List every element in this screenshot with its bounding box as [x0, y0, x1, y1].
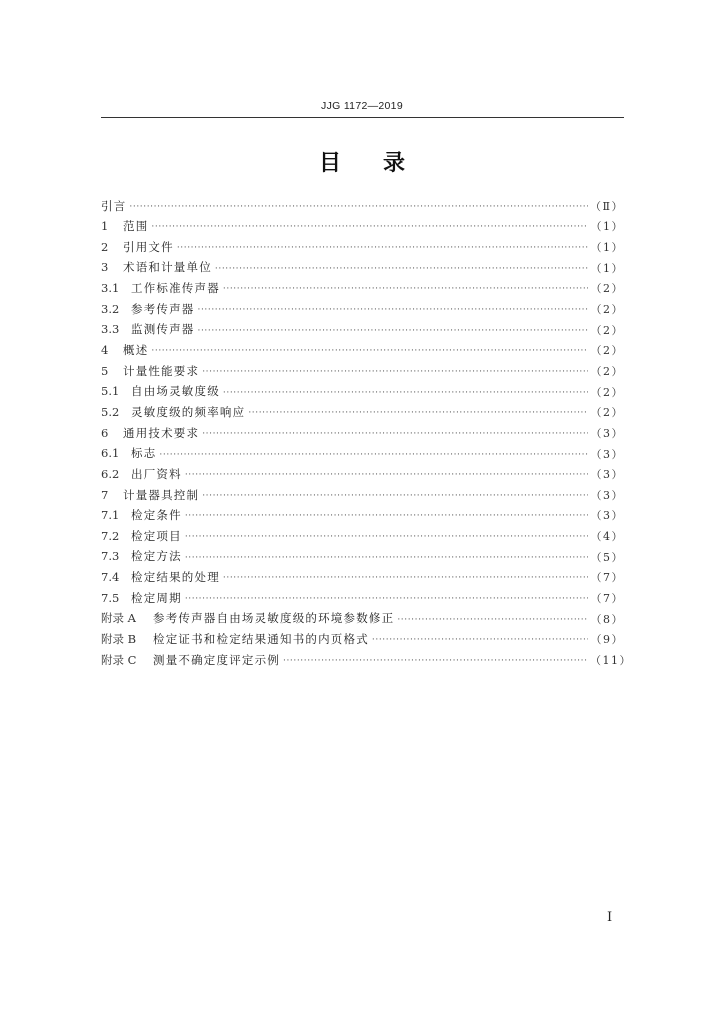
- toc-entry-7[interactable]: [101, 485, 624, 506]
- toc-entry-number: 4: [101, 343, 109, 358]
- page-number: I: [607, 910, 613, 925]
- toc-entry-number: 7.1: [101, 508, 120, 523]
- toc-entry-number: 3.2: [101, 301, 120, 316]
- toc-entry-page: （1）: [590, 220, 624, 234]
- toc-entry-page: （3）: [590, 426, 624, 440]
- toc-entry-label: 检定方法: [131, 549, 182, 564]
- toc-leader-dots: [283, 657, 588, 666]
- toc-entry-label: 检定结果的处理: [131, 570, 220, 585]
- toc-entry-7-4[interactable]: [101, 568, 624, 589]
- toc-entry-label: 出厂资料: [131, 466, 182, 481]
- toc-entry-7-2[interactable]: [101, 526, 624, 547]
- toc-entry-page: （2）: [590, 282, 624, 296]
- toc-entry-label: 监测传声器: [131, 322, 195, 337]
- toc-entry-label: 术语和计量单位: [123, 260, 212, 275]
- toc-entry-page: （Ⅱ）: [590, 199, 624, 213]
- toc-entry-number: 附录 B: [101, 632, 137, 647]
- toc-entry-number: 3.1: [101, 281, 120, 296]
- toc-title-char-1: 目: [318, 151, 341, 176]
- toc-entry-appendix-c[interactable]: [101, 650, 632, 671]
- toc-entry-7-3[interactable]: [101, 547, 624, 568]
- toc-entry-3[interactable]: [101, 258, 624, 279]
- toc-entry-number: 附录 C: [101, 652, 137, 667]
- toc-entry-page: （2）: [590, 385, 624, 399]
- toc-leader-dots: [372, 636, 588, 645]
- toc-entry-3-3[interactable]: [101, 320, 624, 341]
- toc-entry-7-1[interactable]: [101, 506, 624, 527]
- toc-entry-page: （8）: [590, 612, 624, 626]
- toc-entry-page: （3）: [590, 488, 624, 502]
- toc-entry-page: （9）: [590, 633, 624, 647]
- toc-entry-6-1[interactable]: [101, 444, 624, 465]
- header-rule: [101, 117, 624, 118]
- toc-entry-7-5[interactable]: [101, 588, 624, 609]
- toc-leader-dots: [185, 471, 588, 480]
- toc-entry-1[interactable]: [101, 217, 624, 238]
- toc-entry-page: （5）: [590, 550, 624, 564]
- toc-entry-number: 5: [101, 363, 109, 378]
- toc-entry-page: （3）: [590, 509, 624, 523]
- toc-entry-label: 引言: [101, 198, 127, 213]
- toc-entry-page: （7）: [590, 571, 624, 585]
- toc-entry-page: （2）: [590, 323, 624, 337]
- toc-entry-label: 计量器具控制: [123, 487, 200, 502]
- toc-leader-dots: [202, 430, 588, 439]
- standard-code: JJG 1172—2019: [321, 100, 403, 112]
- toc-entry-page: （3）: [590, 447, 624, 461]
- toc-entry-label: 测量不确定度评定示例: [153, 652, 280, 667]
- toc-leader-dots: [215, 265, 588, 274]
- toc-entry-number: 3: [101, 260, 109, 275]
- toc-entry-page: （4）: [590, 530, 624, 544]
- toc-entry-label: 检定证书和检定结果通知书的内页格式: [153, 632, 369, 647]
- toc-leader-dots: [151, 347, 588, 356]
- toc-entry-number: 2: [101, 239, 109, 254]
- toc-entry-appendix-a[interactable]: [101, 609, 624, 630]
- toc-entry-number: 6.1: [101, 446, 120, 461]
- toc-entry-number: 7.3: [101, 549, 120, 564]
- table-of-contents: [101, 196, 632, 671]
- toc-leader-dots: [151, 223, 588, 232]
- toc-leader-dots: [185, 554, 588, 563]
- toc-entry-2[interactable]: [101, 237, 624, 258]
- toc-leader-dots: [223, 574, 588, 583]
- toc-entry-label: 检定项目: [131, 528, 182, 543]
- toc-leader-dots: [198, 306, 589, 315]
- toc-entry-4[interactable]: [101, 340, 624, 361]
- toc-leader-dots: [248, 409, 588, 418]
- toc-entry-number: 附录 A: [101, 611, 136, 626]
- toc-entry-number: 1: [101, 219, 109, 234]
- toc-entry-label: 计量性能要求: [123, 363, 200, 378]
- toc-entry-page: （2）: [590, 406, 624, 420]
- toc-entry-label: 参考传声器: [131, 301, 195, 316]
- toc-entry-page: （2）: [590, 303, 624, 317]
- toc-leader-dots: [185, 512, 588, 521]
- toc-entry-number: 7: [101, 487, 109, 502]
- toc-entry-page: （3）: [590, 468, 624, 482]
- toc-entry-number: 6.2: [101, 466, 120, 481]
- toc-leader-dots: [185, 533, 588, 542]
- toc-entry-page: （1）: [590, 241, 624, 255]
- toc-entry-label: 工作标准传声器: [131, 281, 220, 296]
- toc-leader-dots: [177, 244, 588, 253]
- toc-entry-label: 参考传声器自由场灵敏度级的环境参数修正: [153, 611, 395, 626]
- toc-entry-label: 灵敏度级的频率响应: [131, 404, 246, 419]
- toc-title-char-2: 录: [383, 151, 406, 176]
- toc-leader-dots: [159, 451, 588, 460]
- toc-entry-page: （2）: [590, 364, 624, 378]
- toc-entry-page: （2）: [590, 344, 624, 358]
- toc-leader-dots: [185, 595, 588, 604]
- toc-entry-page: （7）: [590, 591, 624, 605]
- toc-entry-label: 标志: [131, 446, 157, 461]
- toc-entry-label: 范围: [123, 219, 149, 234]
- toc-entry-label: 检定周期: [131, 590, 182, 605]
- toc-entry-intro[interactable]: [101, 196, 624, 217]
- toc-entry-page: （11）: [590, 653, 632, 667]
- toc-leader-dots: [202, 368, 588, 377]
- toc-entry-label: 概述: [123, 343, 149, 358]
- toc-entry-appendix-b[interactable]: [101, 629, 624, 650]
- toc-entry-label: 检定条件: [131, 508, 182, 523]
- toc-entry-label: 通用技术要求: [123, 425, 200, 440]
- toc-leader-dots: [223, 389, 588, 398]
- toc-entry-number: 7.5: [101, 590, 120, 605]
- toc-entry-number: 6: [101, 425, 109, 440]
- toc-leader-dots: [397, 616, 588, 625]
- toc-leader-dots: [198, 327, 589, 336]
- toc-entry-number: 5.1: [101, 384, 120, 399]
- toc-entry-3-1[interactable]: [101, 279, 624, 300]
- toc-entry-page: （1）: [590, 261, 624, 275]
- toc-entry-label: 自由场灵敏度级: [131, 384, 220, 399]
- toc-leader-dots: [223, 285, 588, 294]
- toc-title: [0, 146, 724, 177]
- toc-entry-6[interactable]: [101, 423, 624, 444]
- toc-entry-5[interactable]: [101, 361, 624, 382]
- toc-entry-3-2[interactable]: [101, 299, 624, 320]
- toc-entry-5-2[interactable]: [101, 402, 624, 423]
- toc-entry-label: 引用文件: [123, 239, 174, 254]
- toc-entry-number: 5.2: [101, 404, 120, 419]
- toc-entry-number: 7.4: [101, 570, 120, 585]
- toc-entry-number: 3.3: [101, 322, 120, 337]
- toc-leader-dots: [129, 203, 588, 212]
- toc-entry-6-2[interactable]: [101, 464, 624, 485]
- toc-entry-5-1[interactable]: [101, 382, 624, 403]
- toc-leader-dots: [202, 492, 588, 501]
- toc-entry-number: 7.2: [101, 528, 120, 543]
